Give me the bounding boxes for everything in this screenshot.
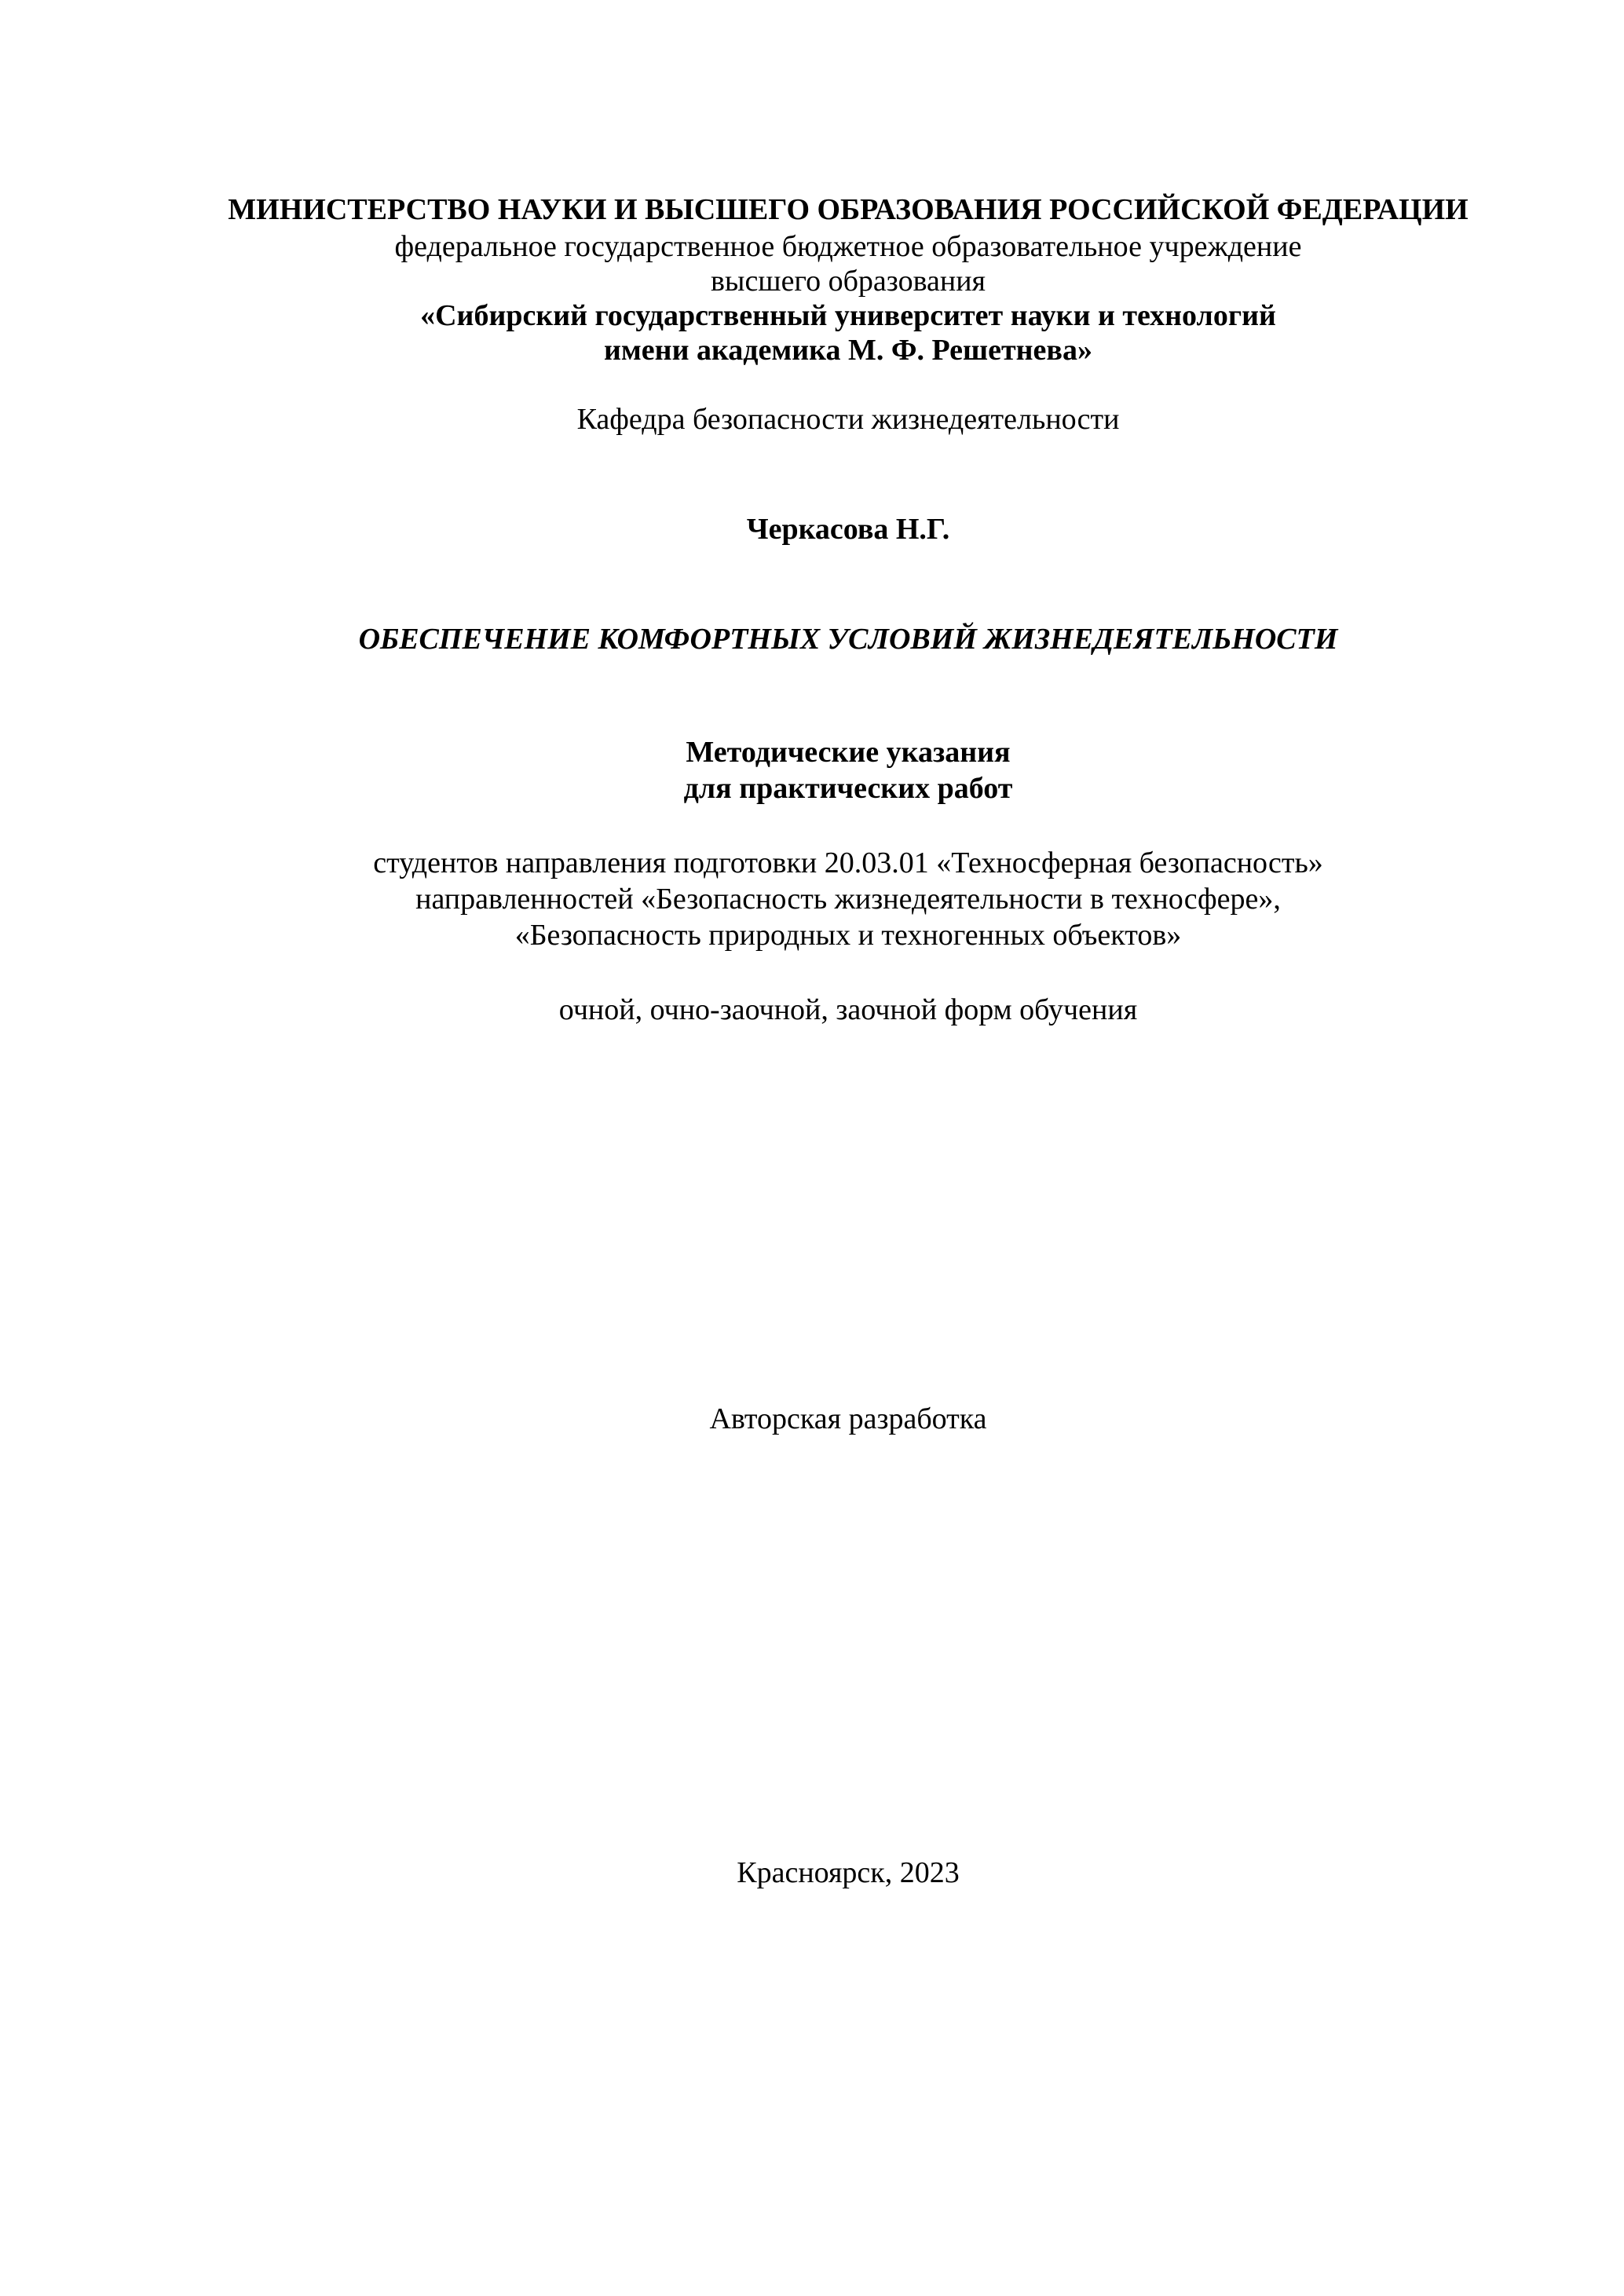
university-name-line-2: имени академика М. Ф. Решетнева» [604, 334, 1092, 367]
document-title: ОБЕСПЕЧЕНИЕ КОМФОРТНЫХ УСЛОВИЙ ЖИЗНЕДЕЯТЕЛЬНОСТИ [358, 623, 1338, 656]
authorship-note: Авторская разработка [709, 1402, 987, 1435]
ministry-heading: МИНИСТЕРСТВО НАУКИ И ВЫСШЕГО ОБРАЗОВАНИЯ РОССИЙСКОЙ ФЕДЕРАЦИИ [228, 193, 1469, 226]
audience-line-2: направленностей «Безопасность жизнедеятельности в техносфере», [415, 883, 1281, 916]
institution-type-line-2: высшего образования [710, 265, 986, 298]
doc-type-line-1: Методические указания [686, 736, 1011, 769]
audience-line-1: студентов направления подготовки 20.03.01 «Техносферная безопасность» [373, 846, 1323, 879]
doc-type-line-2: для практических работ [683, 772, 1013, 805]
author-name: Черкасова Н.Г. [746, 513, 950, 546]
university-name-line-1: «Сибирский государственный университет науки и технологий [420, 299, 1276, 332]
department-name: Кафедра безопасности жизнедеятельности [576, 403, 1120, 436]
study-forms: очной, очно-заочной, заочной форм обучения [558, 993, 1138, 1026]
audience-line-3: «Безопасность природных и техногенных объектов» [514, 919, 1182, 952]
place-and-year: Красноярск, 2023 [737, 1856, 960, 1889]
institution-type-line-1: федеральное государственное бюджетное образовательное учреждение [394, 230, 1302, 263]
